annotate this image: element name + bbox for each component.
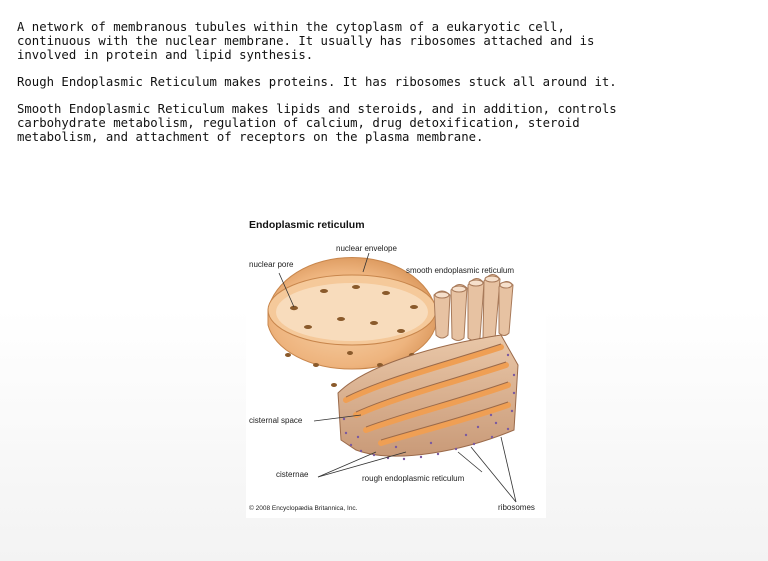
smooth-er-tubules: [434, 274, 513, 341]
figure-title: Endoplasmic reticulum: [249, 219, 365, 231]
definition-text: [17, 20, 757, 157]
er-diagram-figure: [246, 215, 546, 518]
label-nuclear-pore: nuclear pore: [249, 260, 294, 269]
label-cisternal-space: cisternal space: [249, 416, 303, 425]
label-cisternae: cisternae: [276, 470, 309, 479]
copyright-notice: © 2008 Encyclopædia Britannica, Inc.: [249, 505, 358, 512]
label-smooth-er: smooth endoplasmic reticulum: [406, 266, 515, 275]
label-nuclear-envelope: nuclear envelope: [336, 244, 397, 253]
paragraph-definition: A network of membranous tubules within the cytoplasm of a eukaryotic cell, continuous with the nuclear membrane. It usually has ribosomes attached and is involved in protein and lipid synthesis.: [17, 20, 595, 62]
label-rough-er: rough endoplasmic reticulum: [362, 474, 465, 483]
paragraph-smooth-er: Smooth Endoplasmic Reticulum makes lipids and steroids, and in addition, controls carbohydrate metabolism, regulation of calcium, drug detoxification, steroid metabolism, and attachment of receptors on the plasma membrane.: [17, 102, 617, 144]
paragraph-rough-er: Rough Endoplasmic Reticulum makes proteins. It has ribosomes stuck all around it.: [17, 75, 617, 89]
label-ribosomes: ribosomes: [498, 503, 535, 512]
